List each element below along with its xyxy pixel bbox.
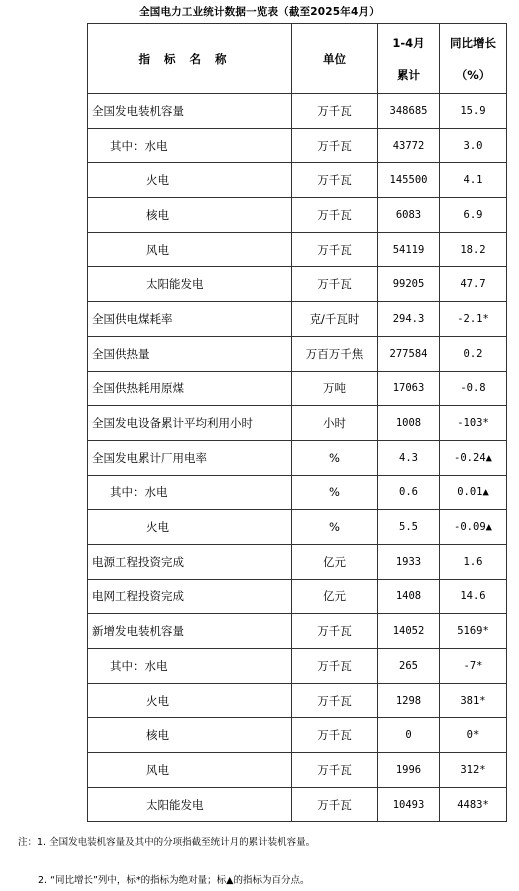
unit-cell: 万千瓦: [292, 718, 378, 753]
yoy-growth-cell: -7*: [440, 649, 507, 684]
table-row: [88, 371, 507, 406]
table-row: [88, 787, 507, 822]
table-row: [88, 649, 507, 684]
indicator-name-cell: 其中：水电: [88, 128, 292, 163]
header-cumulative-label: 累计: [397, 67, 420, 82]
yoy-growth-cell: 312*: [440, 753, 507, 788]
yoy-growth-cell: -0.24▲: [440, 440, 507, 475]
cumulative-value-cell: 43772: [378, 128, 440, 163]
header-cumulative-period: 1-4月: [392, 35, 425, 50]
unit-cell: 亿元: [292, 544, 378, 579]
indicator-name-cell: 全国发电累计厂用电率: [88, 440, 292, 475]
unit-cell: 万千瓦: [292, 787, 378, 822]
indicator-name-cell: 电网工程投资完成: [88, 579, 292, 614]
indicator-name-cell: 风电: [88, 753, 292, 788]
table-row: [88, 94, 507, 129]
yoy-growth-cell: 381*: [440, 683, 507, 718]
yoy-growth-cell: 4.1: [440, 163, 507, 198]
unit-cell: 小时: [292, 406, 378, 441]
cumulative-value-cell: 10493: [378, 787, 440, 822]
header-yoy-unit: （%）: [455, 67, 491, 82]
indicator-name-cell: 其中：水电: [88, 649, 292, 684]
indicator-name-cell: 风电: [88, 232, 292, 267]
unit-cell: %: [292, 475, 378, 510]
cumulative-value-cell: 54119: [378, 232, 440, 267]
table-row: [88, 544, 507, 579]
cumulative-value-cell: 1008: [378, 406, 440, 441]
indicator-name-cell: 全国发电设备累计平均利用小时: [88, 406, 292, 441]
header-yoy-label: 同比增长: [450, 35, 496, 50]
indicator-name-cell: 核电: [88, 718, 292, 753]
indicator-name-cell: 其中：水电: [88, 475, 292, 510]
indicator-name-cell: 全国供热量: [88, 336, 292, 371]
yoy-growth-cell: 0.2: [440, 336, 507, 371]
header-indicator-name: 指标名称: [88, 24, 292, 94]
yoy-growth-cell: 6.9: [440, 198, 507, 233]
yoy-growth-cell: 47.7: [440, 267, 507, 302]
cumulative-value-cell: 0.6: [378, 475, 440, 510]
table-row: [88, 406, 507, 441]
unit-cell: 万千瓦: [292, 614, 378, 649]
cumulative-value-cell: 265: [378, 649, 440, 684]
cumulative-value-cell: 1408: [378, 579, 440, 614]
table-header-row: [88, 24, 507, 94]
yoy-growth-cell: -0.8: [440, 371, 507, 406]
table-row: [88, 232, 507, 267]
table-row: [88, 440, 507, 475]
indicator-name-cell: 全国发电装机容量: [88, 94, 292, 129]
table-row: [88, 614, 507, 649]
page-title: 全国电力工业统计数据一览表（截至2025年4月）: [139, 6, 380, 18]
table-row: [88, 336, 507, 371]
header-unit: 单位: [292, 24, 378, 94]
yoy-growth-cell: 5169*: [440, 614, 507, 649]
unit-cell: 万千瓦: [292, 94, 378, 129]
indicator-name-cell: 太阳能发电: [88, 267, 292, 302]
cumulative-value-cell: 4.3: [378, 440, 440, 475]
unit-cell: 克/千瓦时: [292, 302, 378, 337]
unit-cell: 万千瓦: [292, 649, 378, 684]
cumulative-value-cell: 294.3: [378, 302, 440, 337]
unit-cell: 亿元: [292, 579, 378, 614]
indicator-name-cell: 火电: [88, 510, 292, 545]
cumulative-value-cell: 99205: [378, 267, 440, 302]
table-row: [88, 683, 507, 718]
footnote-2: 2. “同比增长”列中，标*的指标为绝对量；标▲的指标为百分点。: [38, 875, 310, 886]
unit-cell: 万千瓦: [292, 128, 378, 163]
cumulative-value-cell: 1298: [378, 683, 440, 718]
table-row: [88, 267, 507, 302]
cumulative-value-cell: 1933: [378, 544, 440, 579]
table-row: [88, 579, 507, 614]
cumulative-value-cell: 348685: [378, 94, 440, 129]
indicator-name-cell: 全国供热耗用原煤: [88, 371, 292, 406]
yoy-growth-cell: -103*: [440, 406, 507, 441]
cumulative-value-cell: 14052: [378, 614, 440, 649]
unit-cell: 万吨: [292, 371, 378, 406]
table-row: [88, 510, 507, 545]
table-row: [88, 475, 507, 510]
cumulative-value-cell: 6083: [378, 198, 440, 233]
yoy-growth-cell: 0*: [440, 718, 507, 753]
cumulative-value-cell: 145500: [378, 163, 440, 198]
cumulative-value-cell: 277584: [378, 336, 440, 371]
header-cumulative: [378, 24, 440, 94]
indicator-name-cell: 火电: [88, 163, 292, 198]
table-row: [88, 198, 507, 233]
yoy-growth-cell: 3.0: [440, 128, 507, 163]
unit-cell: 万百万千焦: [292, 336, 378, 371]
unit-cell: 万千瓦: [292, 232, 378, 267]
indicator-name-cell: 火电: [88, 683, 292, 718]
footnote-1: 注：1. 全国发电装机容量及其中的分项指截至统计月的累计装机容量。: [18, 837, 316, 848]
yoy-growth-cell: -0.09▲: [440, 510, 507, 545]
table-row: [88, 302, 507, 337]
unit-cell: 万千瓦: [292, 163, 378, 198]
cumulative-value-cell: 5.5: [378, 510, 440, 545]
unit-cell: 万千瓦: [292, 267, 378, 302]
yoy-growth-cell: 4483*: [440, 787, 507, 822]
indicator-name-cell: 电源工程投资完成: [88, 544, 292, 579]
table-row: [88, 718, 507, 753]
unit-cell: 万千瓦: [292, 198, 378, 233]
unit-cell: %: [292, 510, 378, 545]
yoy-growth-cell: 18.2: [440, 232, 507, 267]
yoy-growth-cell: 14.6: [440, 579, 507, 614]
yoy-growth-cell: 15.9: [440, 94, 507, 129]
header-yoy-growth: [440, 24, 507, 94]
yoy-growth-cell: 0.01▲: [440, 475, 507, 510]
cumulative-value-cell: 0: [378, 718, 440, 753]
indicator-name-cell: 太阳能发电: [88, 787, 292, 822]
indicator-name-cell: 全国供电煤耗率: [88, 302, 292, 337]
table-row: [88, 128, 507, 163]
yoy-growth-cell: -2.1*: [440, 302, 507, 337]
indicator-name-cell: 新增发电装机容量: [88, 614, 292, 649]
cumulative-value-cell: 1996: [378, 753, 440, 788]
yoy-growth-cell: 1.6: [440, 544, 507, 579]
unit-cell: 万千瓦: [292, 753, 378, 788]
unit-cell: 万千瓦: [292, 683, 378, 718]
table-row: [88, 753, 507, 788]
statistics-table: [87, 23, 507, 822]
indicator-name-cell: 核电: [88, 198, 292, 233]
table-row: [88, 163, 507, 198]
cumulative-value-cell: 17063: [378, 371, 440, 406]
unit-cell: %: [292, 440, 378, 475]
